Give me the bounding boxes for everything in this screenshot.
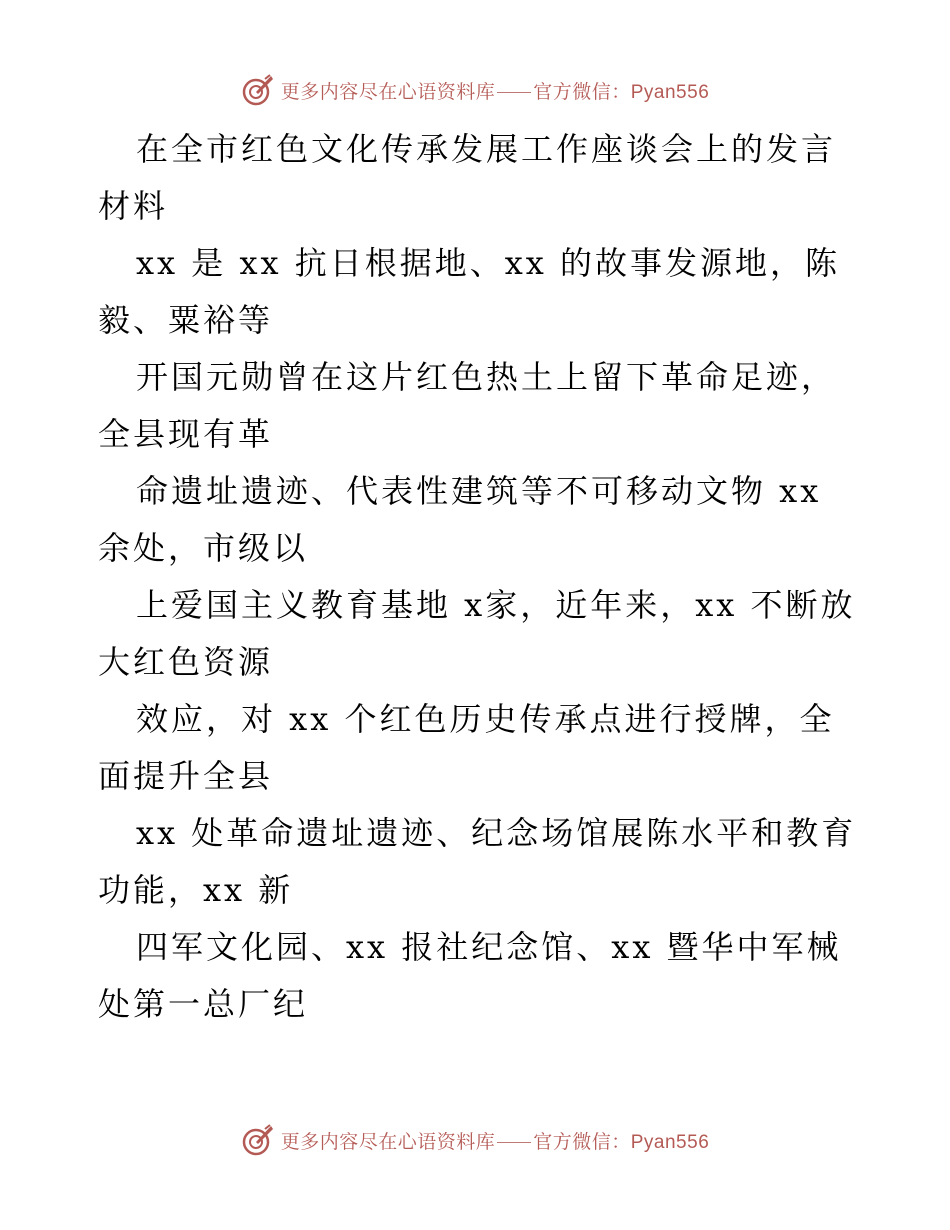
watermark-code: Pyan556 [630, 1131, 710, 1153]
header-watermark [0, 70, 950, 110]
watermark-dash [497, 92, 531, 93]
watermark-code: Pyan556 [630, 81, 710, 103]
watermark-suffix: 官方微信： [533, 80, 631, 103]
paragraph-5: 上爱国主义教育基地 x家，近年来，xx 不断放大红色资源 [98, 586, 856, 681]
quill-seal-icon [241, 1123, 275, 1157]
footer-watermark [0, 1120, 950, 1160]
paragraph-1: 在全市红色文化传承发展工作座谈会上的发言材料 [98, 130, 837, 225]
paragraph-4: 命遗址遗迹、代表性建筑等不可移动文物 xx 余处，市级以 [98, 472, 822, 567]
paragraph-6: 效应，对 xx 个红色历史传承点进行授牌，全面提升全县 [98, 700, 835, 795]
watermark-dash [497, 1142, 531, 1143]
watermark-label: 更多内容尽在心语资料库 [280, 80, 496, 103]
paragraph-3: 开国元勋曾在这片红色热土上留下革命足迹，全县现有革 [98, 358, 837, 453]
paragraph-2: xx 是 xx 抗日根据地、xx 的故事发源地，陈毅、粟裕等 [98, 244, 840, 339]
quill-seal-icon [241, 73, 275, 107]
watermark-text [281, 1127, 710, 1154]
paragraph-8: 四军文化园、xx 报社纪念馆、xx 暨华中军械处第一总厂纪 [98, 928, 842, 1023]
watermark-label: 更多内容尽在心语资料库 [280, 1130, 496, 1153]
paragraph-7: xx 处革命遗址遗迹、纪念场馆展陈水平和教育功能，xx 新 [98, 814, 857, 909]
watermark-suffix: 官方微信： [533, 1130, 631, 1153]
document-body [98, 121, 858, 1033]
watermark-text [281, 77, 710, 104]
